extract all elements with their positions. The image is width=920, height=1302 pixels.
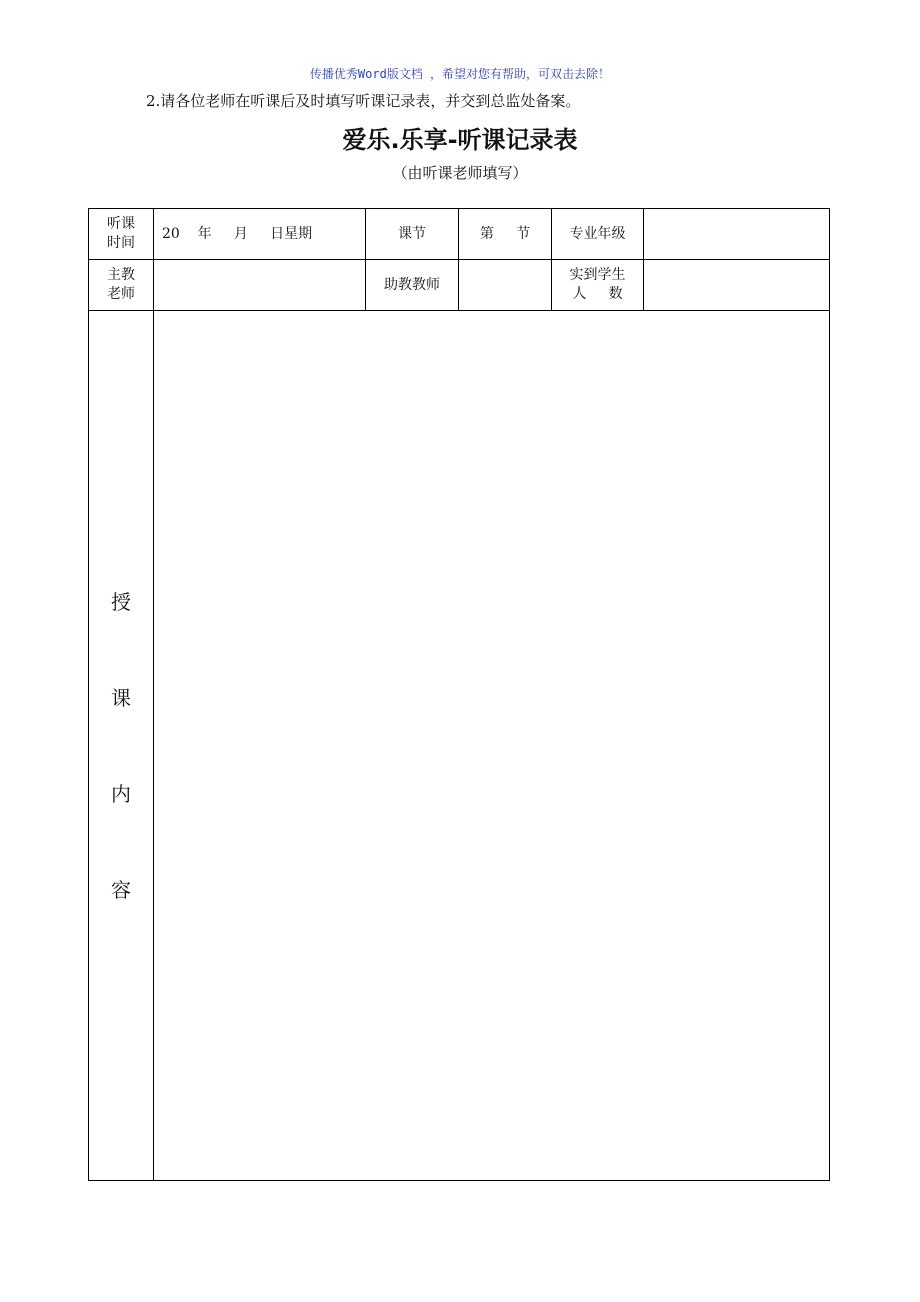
period-field[interactable]: 第 节	[459, 209, 552, 260]
period-label: 课节	[366, 209, 459, 260]
time-label-line1: 听课	[107, 216, 135, 232]
table-row-time	[89, 209, 830, 260]
teacher-label-line2: 老师	[107, 286, 135, 302]
page-subtitle: （由听课老师填写）	[392, 164, 528, 182]
time-label-cell	[89, 209, 154, 260]
time-label-line2: 时间	[107, 235, 135, 251]
content-label-cell	[89, 311, 154, 1181]
content-label-char: 内	[111, 781, 131, 806]
instruction-note: 2.请各位老师在听课后及时填写听课记录表，并交到总监处备案。	[146, 92, 581, 110]
date-field[interactable]: 20 年 月 日星期	[154, 209, 366, 260]
watermark-text: 传播优秀Word版文档 ，希望对您有帮助，可双击去除！	[309, 67, 611, 81]
table-row-content	[89, 311, 830, 1181]
teacher-field[interactable]	[154, 260, 366, 311]
grade-label: 专业年级	[552, 209, 644, 260]
table-row-teacher	[89, 260, 830, 311]
lesson-observation-table	[88, 208, 830, 1181]
content-label-vertical	[89, 589, 153, 902]
content-field[interactable]	[154, 311, 830, 1181]
students-label-line2: 人 数	[572, 286, 623, 302]
students-label-line1: 实到学生	[569, 267, 626, 283]
teacher-label-line1: 主教	[107, 267, 135, 283]
students-label-cell	[552, 260, 644, 311]
assistant-label: 助教教师	[366, 260, 459, 311]
assistant-field[interactable]	[459, 260, 552, 311]
teacher-label-cell	[89, 260, 154, 311]
grade-field[interactable]	[644, 209, 830, 260]
content-label-char: 授	[111, 589, 131, 614]
page-title: 爱乐.乐享-听课记录表	[342, 126, 578, 154]
content-label-char: 课	[111, 685, 131, 710]
content-label-char: 容	[111, 877, 131, 902]
students-field[interactable]	[644, 260, 830, 311]
